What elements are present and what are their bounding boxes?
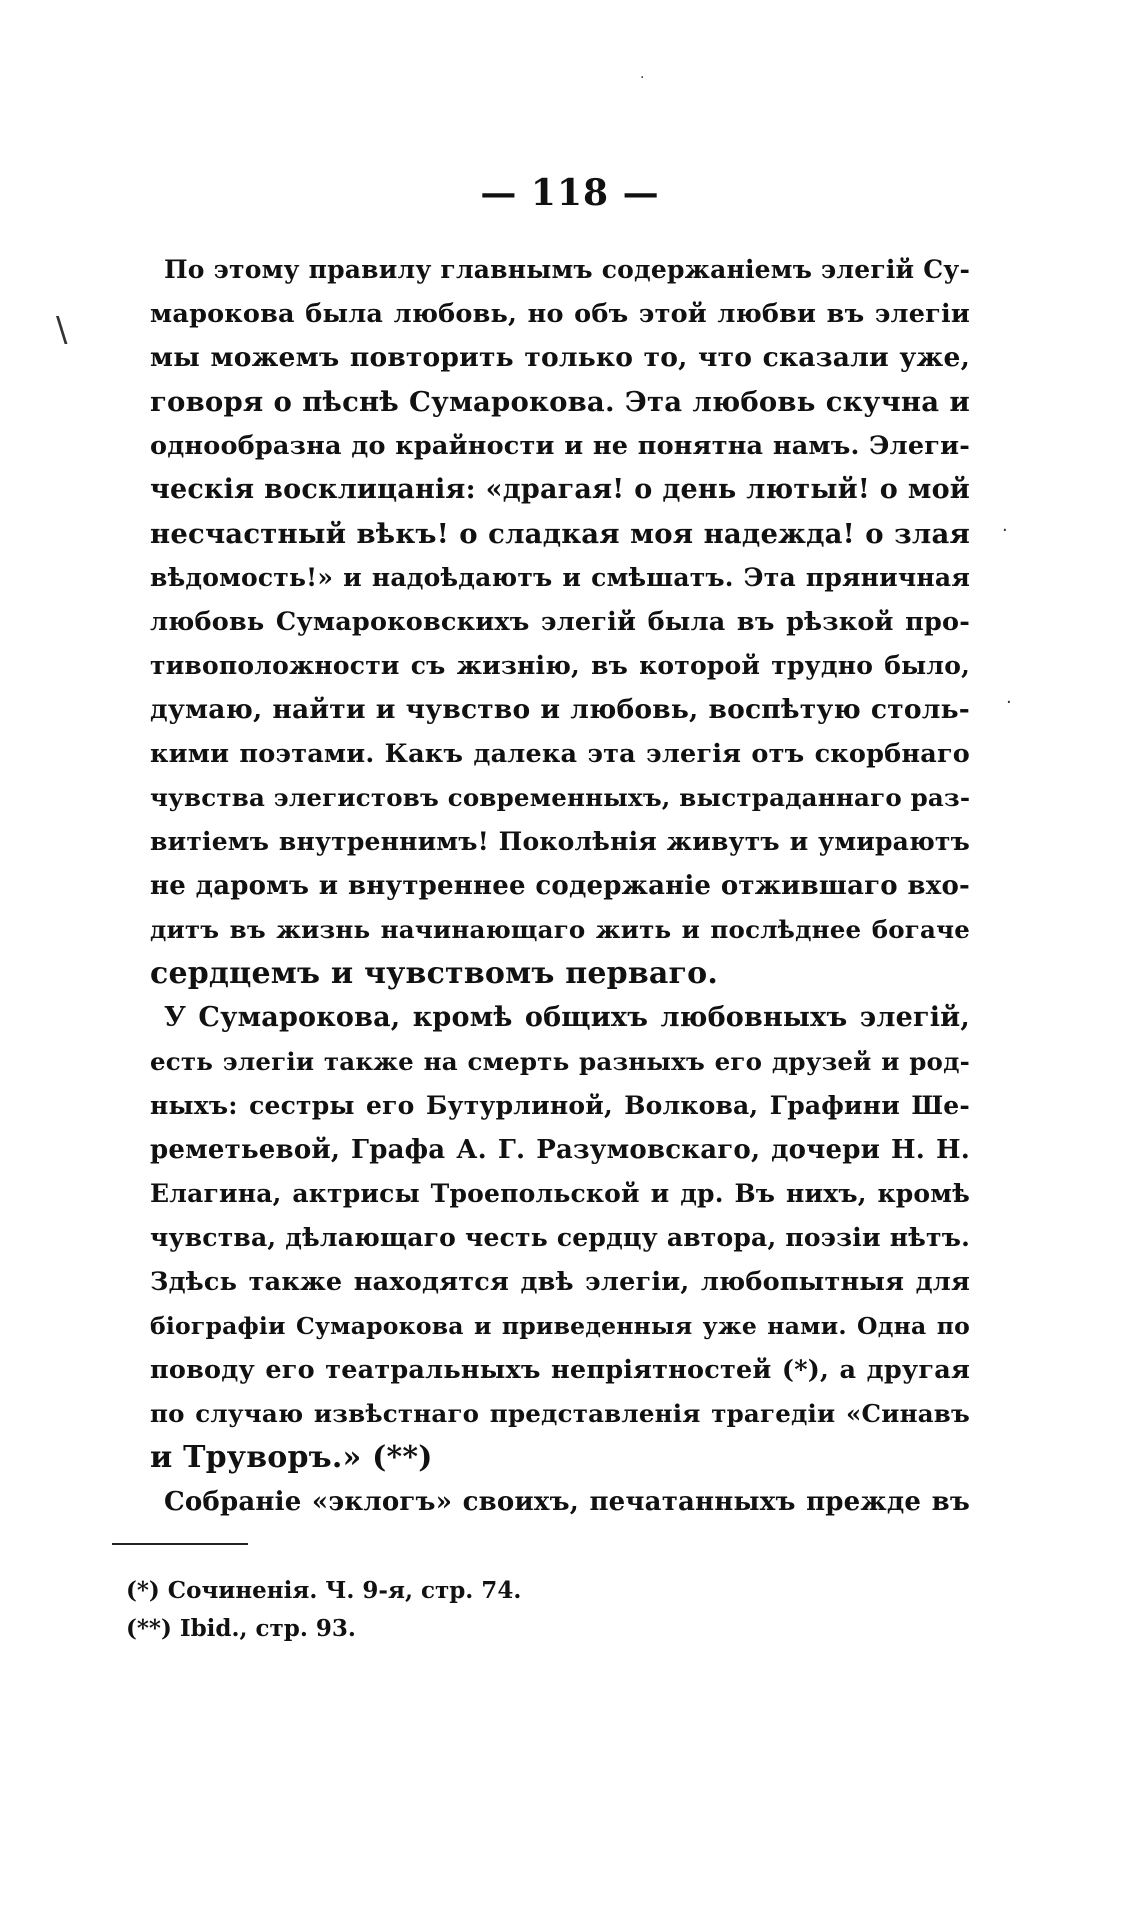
text-line: ческія восклицанія: «драгая! о день лютый! о мой <box>150 474 970 505</box>
text-line: кими поэтами. Какъ далека эта элегія отъ скорбнаго <box>150 739 970 769</box>
text-line: ныхъ: сестры его Бутурлиной, Волкова, Графини Ше- <box>150 1091 970 1120</box>
text-line: По этому правилу главнымъ содержаніемъ элегій Су- <box>164 255 971 284</box>
scan-dot: · <box>640 70 645 86</box>
text-line: тивоположности съ жизнію, въ которой трудно было, <box>150 651 970 680</box>
scan-dot: · <box>1006 692 1012 713</box>
text-line: реметьевой, Графа А. Г. Разумовскаго, дочери Н. Н. <box>150 1135 970 1165</box>
footnote-1: (*) Сочиненія. Ч. 9-я, стр. 74. <box>126 1577 522 1604</box>
text-line: чувства, дѣлающаго честь сердцу автора, поэзіи нѣтъ. <box>150 1223 970 1252</box>
text-line: однообразна до крайности и не понятна намъ. Элеги- <box>150 431 970 461</box>
footnotes <box>126 1572 521 1648</box>
text-line: говоря о пѣснѣ Сумарокова. Эта любовь скучна и <box>150 386 970 418</box>
text-line: марокова была любовь, но объ этой любви въ элегіи <box>150 299 970 329</box>
text-line: есть элегіи также на смерть разныхъ его друзей и род- <box>150 1047 970 1076</box>
paragraph-2 <box>150 996 970 1480</box>
text-line: чувства элегистовъ современныхъ, выстраданнаго раз- <box>150 783 971 812</box>
page-number: — 118 — <box>480 172 660 214</box>
paragraph-3 <box>150 1480 970 1524</box>
body-text <box>150 248 970 1524</box>
text-line: любовь Сумароковскихъ элегій была въ рѣзкой про- <box>150 607 970 637</box>
text-line: и Труворъ.» (**) <box>150 1440 433 1475</box>
text-line: Здѣсь также находятся двѣ элегіи, любопытныя для <box>150 1267 970 1297</box>
text-line: несчастный вѣкъ! о сладкая моя надежда! о злая <box>150 518 970 550</box>
text-line: Елагина, актрисы Троепольской и др. Въ нихъ, кромѣ <box>150 1179 970 1208</box>
text-line: вѣдомость!» и надоѣдаютъ и смѣшатъ. Эта пряничная <box>150 563 970 592</box>
text-line: витіемъ внутреннимъ! Поколѣнія живутъ и умираютъ <box>150 827 970 856</box>
text-line: поводу его театральныхъ непріятностей (*), а другая <box>150 1355 970 1385</box>
text-line: Собраніе «эклогъ» своихъ, печатанныхъ прежде въ <box>164 1487 970 1517</box>
text-line: мы можемъ повторить только то, что сказали уже, <box>150 342 970 373</box>
text-line: сердцемъ и чувствомъ перваго. <box>150 956 718 991</box>
footnote-rule <box>112 1543 248 1545</box>
scan-mark: \ <box>56 310 68 350</box>
text-line: У Сумарокова, кромѣ общихъ любовныхъ элегій, <box>164 1002 970 1033</box>
text-line: біографіи Сумарокова и приведенныя уже нами. Одна по <box>150 1312 970 1340</box>
text-line: не даромъ и внутреннее содержаніе отжившаго вхо- <box>150 871 970 901</box>
text-line: по случаю извѣстнаго представленія трагедіи «Синавъ <box>150 1399 970 1428</box>
text-line: дитъ въ жизнь начинающаго жить и послѣднее богаче <box>150 915 970 944</box>
scan-dot: · <box>1002 520 1008 541</box>
text-line: думаю, найти и чувство и любовь, воспѣтую столь- <box>150 694 970 725</box>
paragraph-1 <box>150 248 970 996</box>
footnote-2: (**) Ibid., стр. 93. <box>126 1615 356 1642</box>
